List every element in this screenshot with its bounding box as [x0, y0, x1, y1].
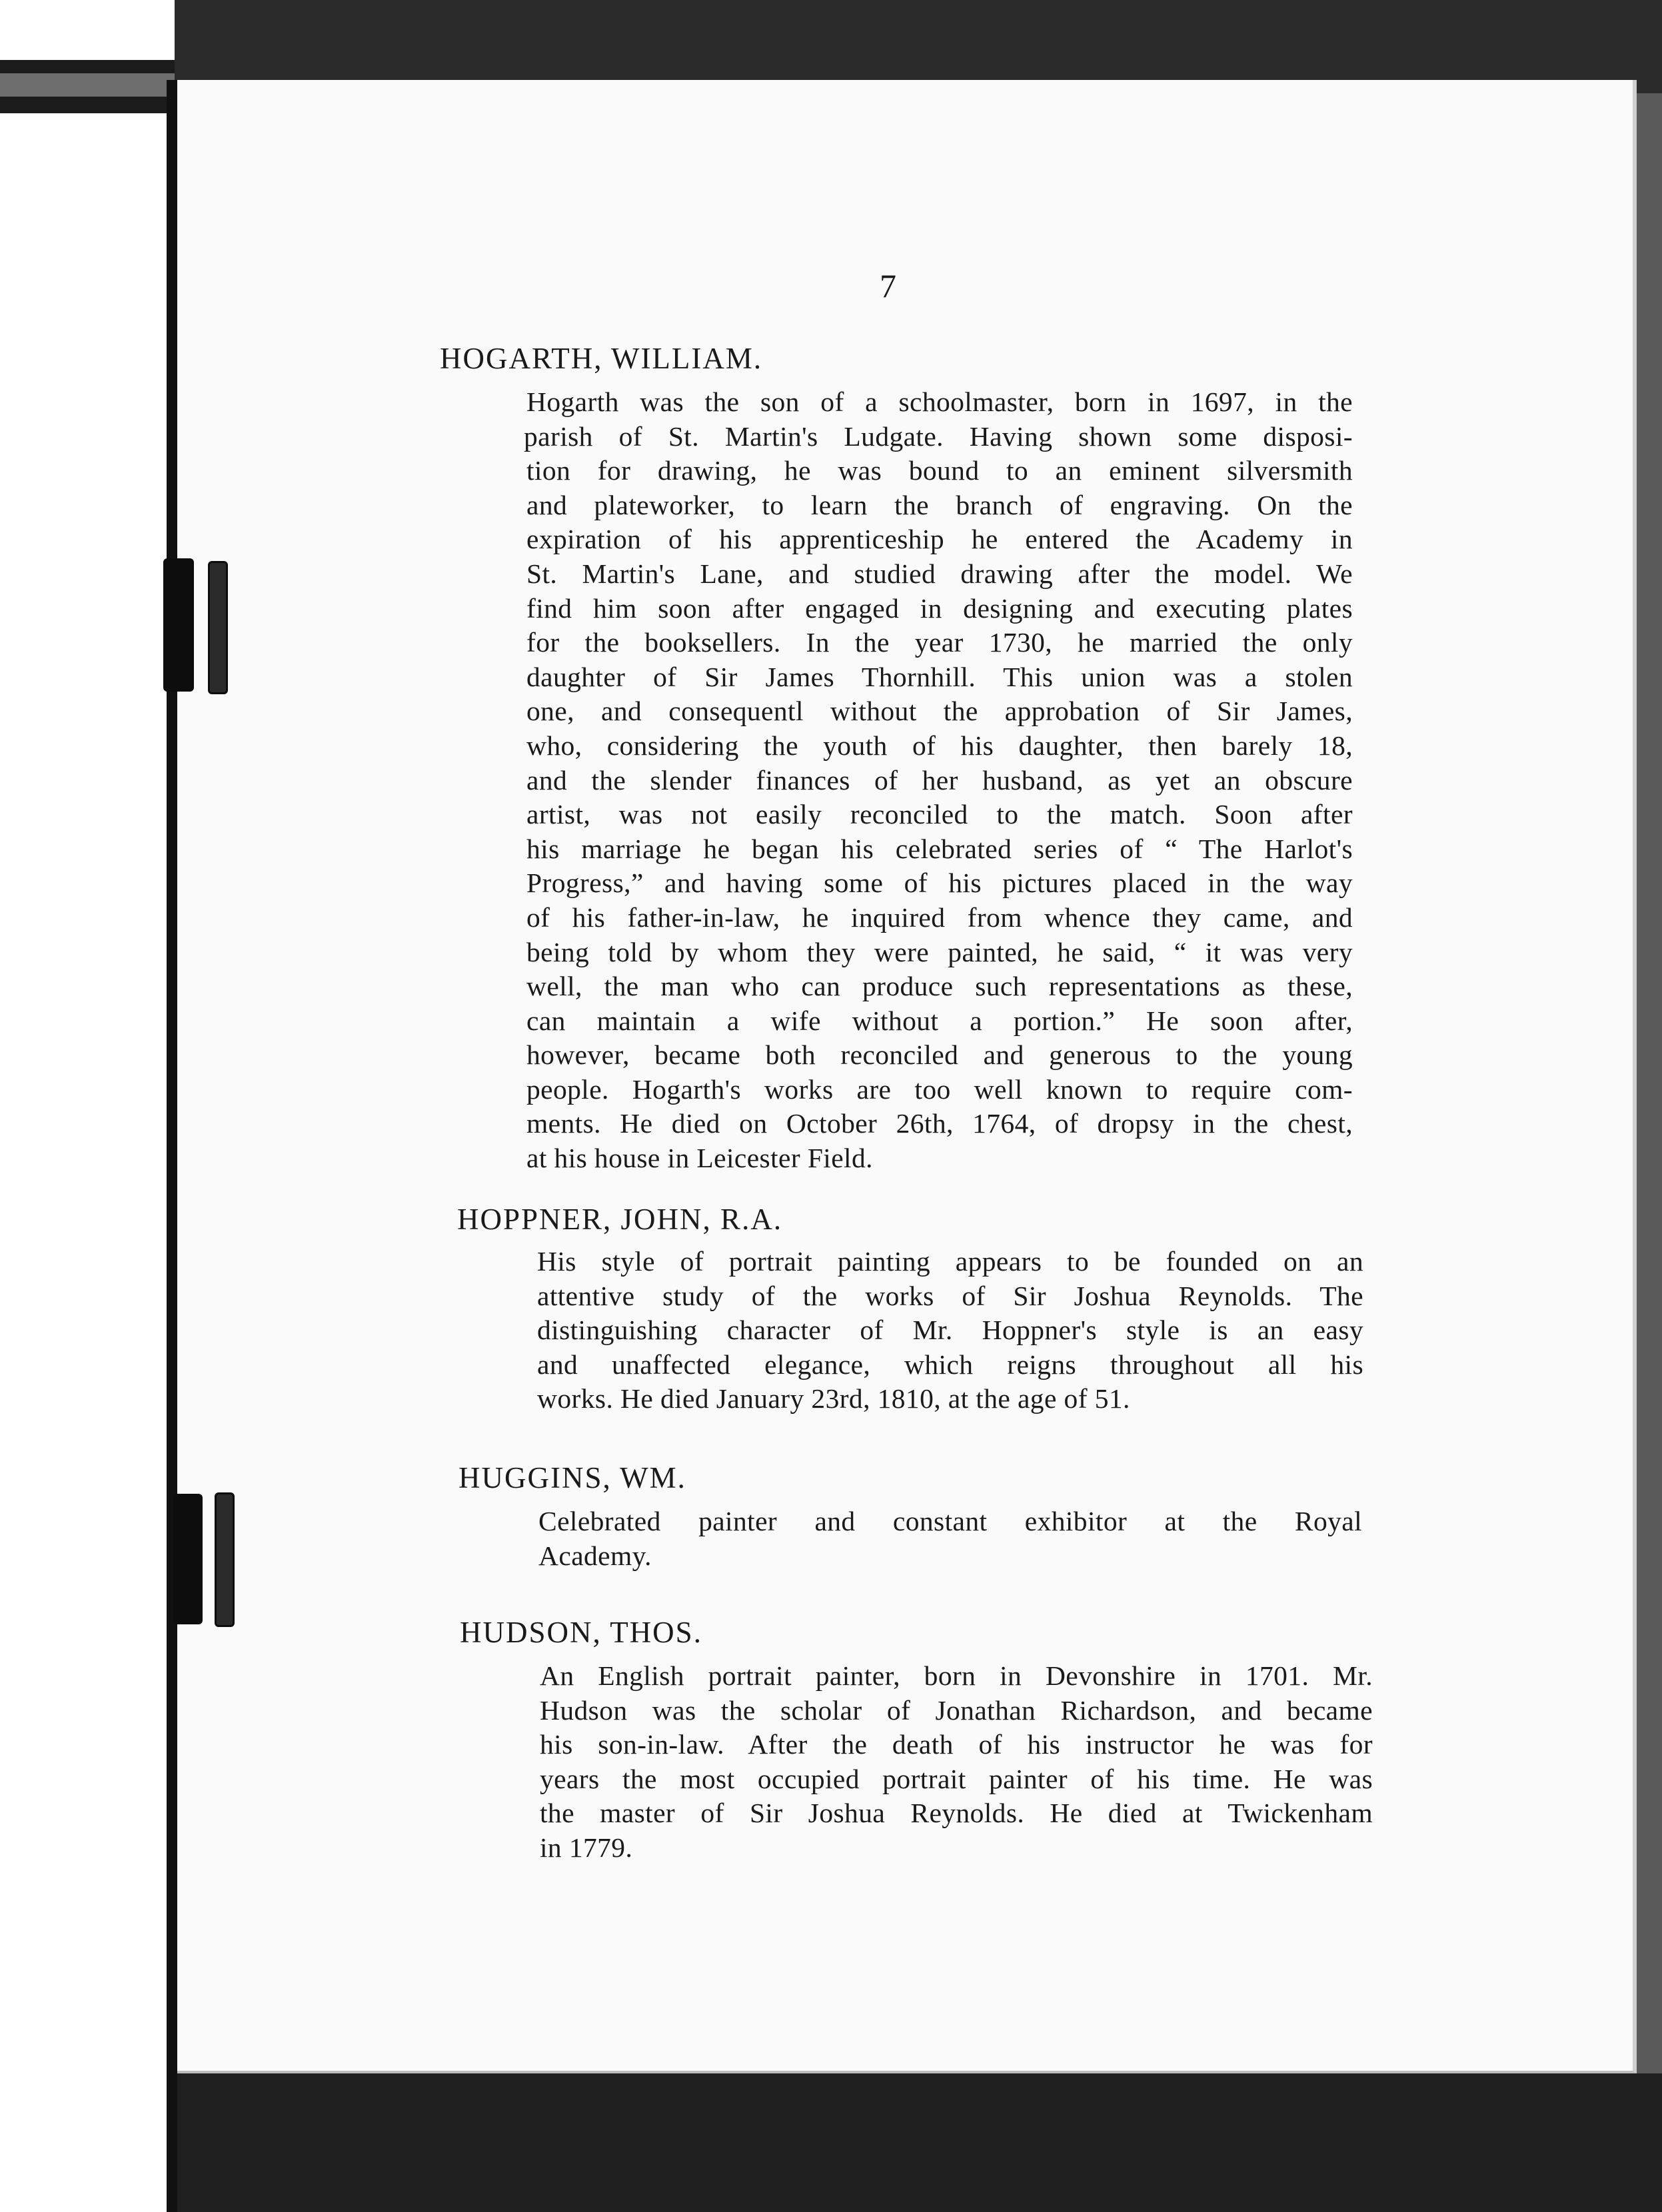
text-line: his son-in-law. After the death of his instructor he was for — [540, 1729, 1373, 1760]
text-line: Academy. — [538, 1540, 652, 1571]
text-line: Celebrated painter and constant exhibitor at the Royal — [538, 1506, 1362, 1536]
text-line: being told by whom they were painted, he said, “ it was very — [526, 936, 1353, 967]
text-line: one, and consequentl without the approbation of Sir James, — [526, 696, 1353, 727]
text-line: An English portrait painter, born in Devonshire in 1701. Mr. — [540, 1660, 1373, 1691]
text-line: at his house in Leicester Field. — [526, 1143, 873, 1174]
text-line: artist, was not easily reconciled to the match. Soon after — [526, 799, 1353, 830]
text-line: and plateworker, to learn the branch of engraving. On the — [526, 489, 1353, 520]
entry-body-hogarth — [526, 385, 1353, 1176]
page-number: 7 — [880, 267, 896, 304]
text-line: in 1779. — [540, 1832, 633, 1863]
entry-body-hudson — [540, 1659, 1373, 1866]
text-line: years the most occupied portrait painter of his time. He was — [540, 1763, 1373, 1794]
text-line: well, the man who can produce such representations as these, — [526, 971, 1353, 1002]
text-line: find him soon after engaged in designing and executing plates — [526, 592, 1353, 624]
text-line: Hogarth was the son of a schoolmaster, born in 1697, in the — [526, 386, 1353, 417]
entry-body-huggins — [538, 1504, 1362, 1573]
text-line: of his father-in-law, he inquired from whence they came, and — [526, 901, 1353, 933]
text-line: who, considering the youth of his daughter, then barely 18, — [526, 730, 1353, 761]
text-line: and the slender finances of her husband, as yet an obscure — [526, 764, 1353, 796]
text-line: distinguishing character of Mr. Hoppner's style is an easy — [537, 1315, 1363, 1346]
text-line: his marriage he began his celebrated series of “ The Harlot's — [526, 833, 1353, 864]
text-line: expiration of his apprenticeship he entered the Academy in — [526, 524, 1353, 555]
text-line: Hudson was the scholar of Jonathan Richardson, and became — [540, 1694, 1373, 1726]
text-line: the master of Sir Joshua Reynolds. He died at Twickenham — [540, 1798, 1373, 1829]
entry-body-hoppner — [537, 1245, 1363, 1416]
text-line: works. He died January 23rd, 1810, at the age of 51. — [537, 1383, 1130, 1414]
text-line: tion for drawing, he was bound to an eminent silversmith — [526, 455, 1353, 486]
text-line: His style of portrait painting appears to be founded on an — [537, 1246, 1363, 1277]
text-line: ments. He died on October 26th, 1764, of dropsy in the chest, — [526, 1108, 1353, 1139]
text-line: attentive study of the works of Sir Joshua Reynolds. The — [537, 1280, 1363, 1311]
entry-heading-hogarth: HOGARTH, WILLIAM. — [440, 342, 763, 375]
text-line: parish of St. Martin's Ludgate. Having shown some disposi- — [524, 420, 1353, 452]
text-line: daughter of Sir James Thornhill. This union was a stolen — [526, 661, 1353, 692]
text-line: people. Hogarth's works are too well known to require com- — [526, 1073, 1353, 1105]
entry-heading-hoppner: HOPPNER, JOHN, R.A. — [457, 1203, 783, 1236]
text-line: for the booksellers. In the year 1730, he married the only — [526, 627, 1353, 658]
text-line: and unaffected elegance, which reigns throughout all his — [537, 1349, 1363, 1380]
text-line: however, became both reconciled and generous to the young — [526, 1039, 1353, 1071]
text-line: Progress,” and having some of his pictures placed in the way — [526, 867, 1353, 899]
entry-heading-huggins: HUGGINS, WM. — [458, 1461, 686, 1494]
text-line: can maintain a wife without a portion.” He soon after, — [526, 1005, 1353, 1036]
entry-heading-hudson: HUDSON, THOS. — [460, 1616, 702, 1649]
text-line: St. Martin's Lane, and studied drawing after the model. We — [526, 558, 1353, 589]
